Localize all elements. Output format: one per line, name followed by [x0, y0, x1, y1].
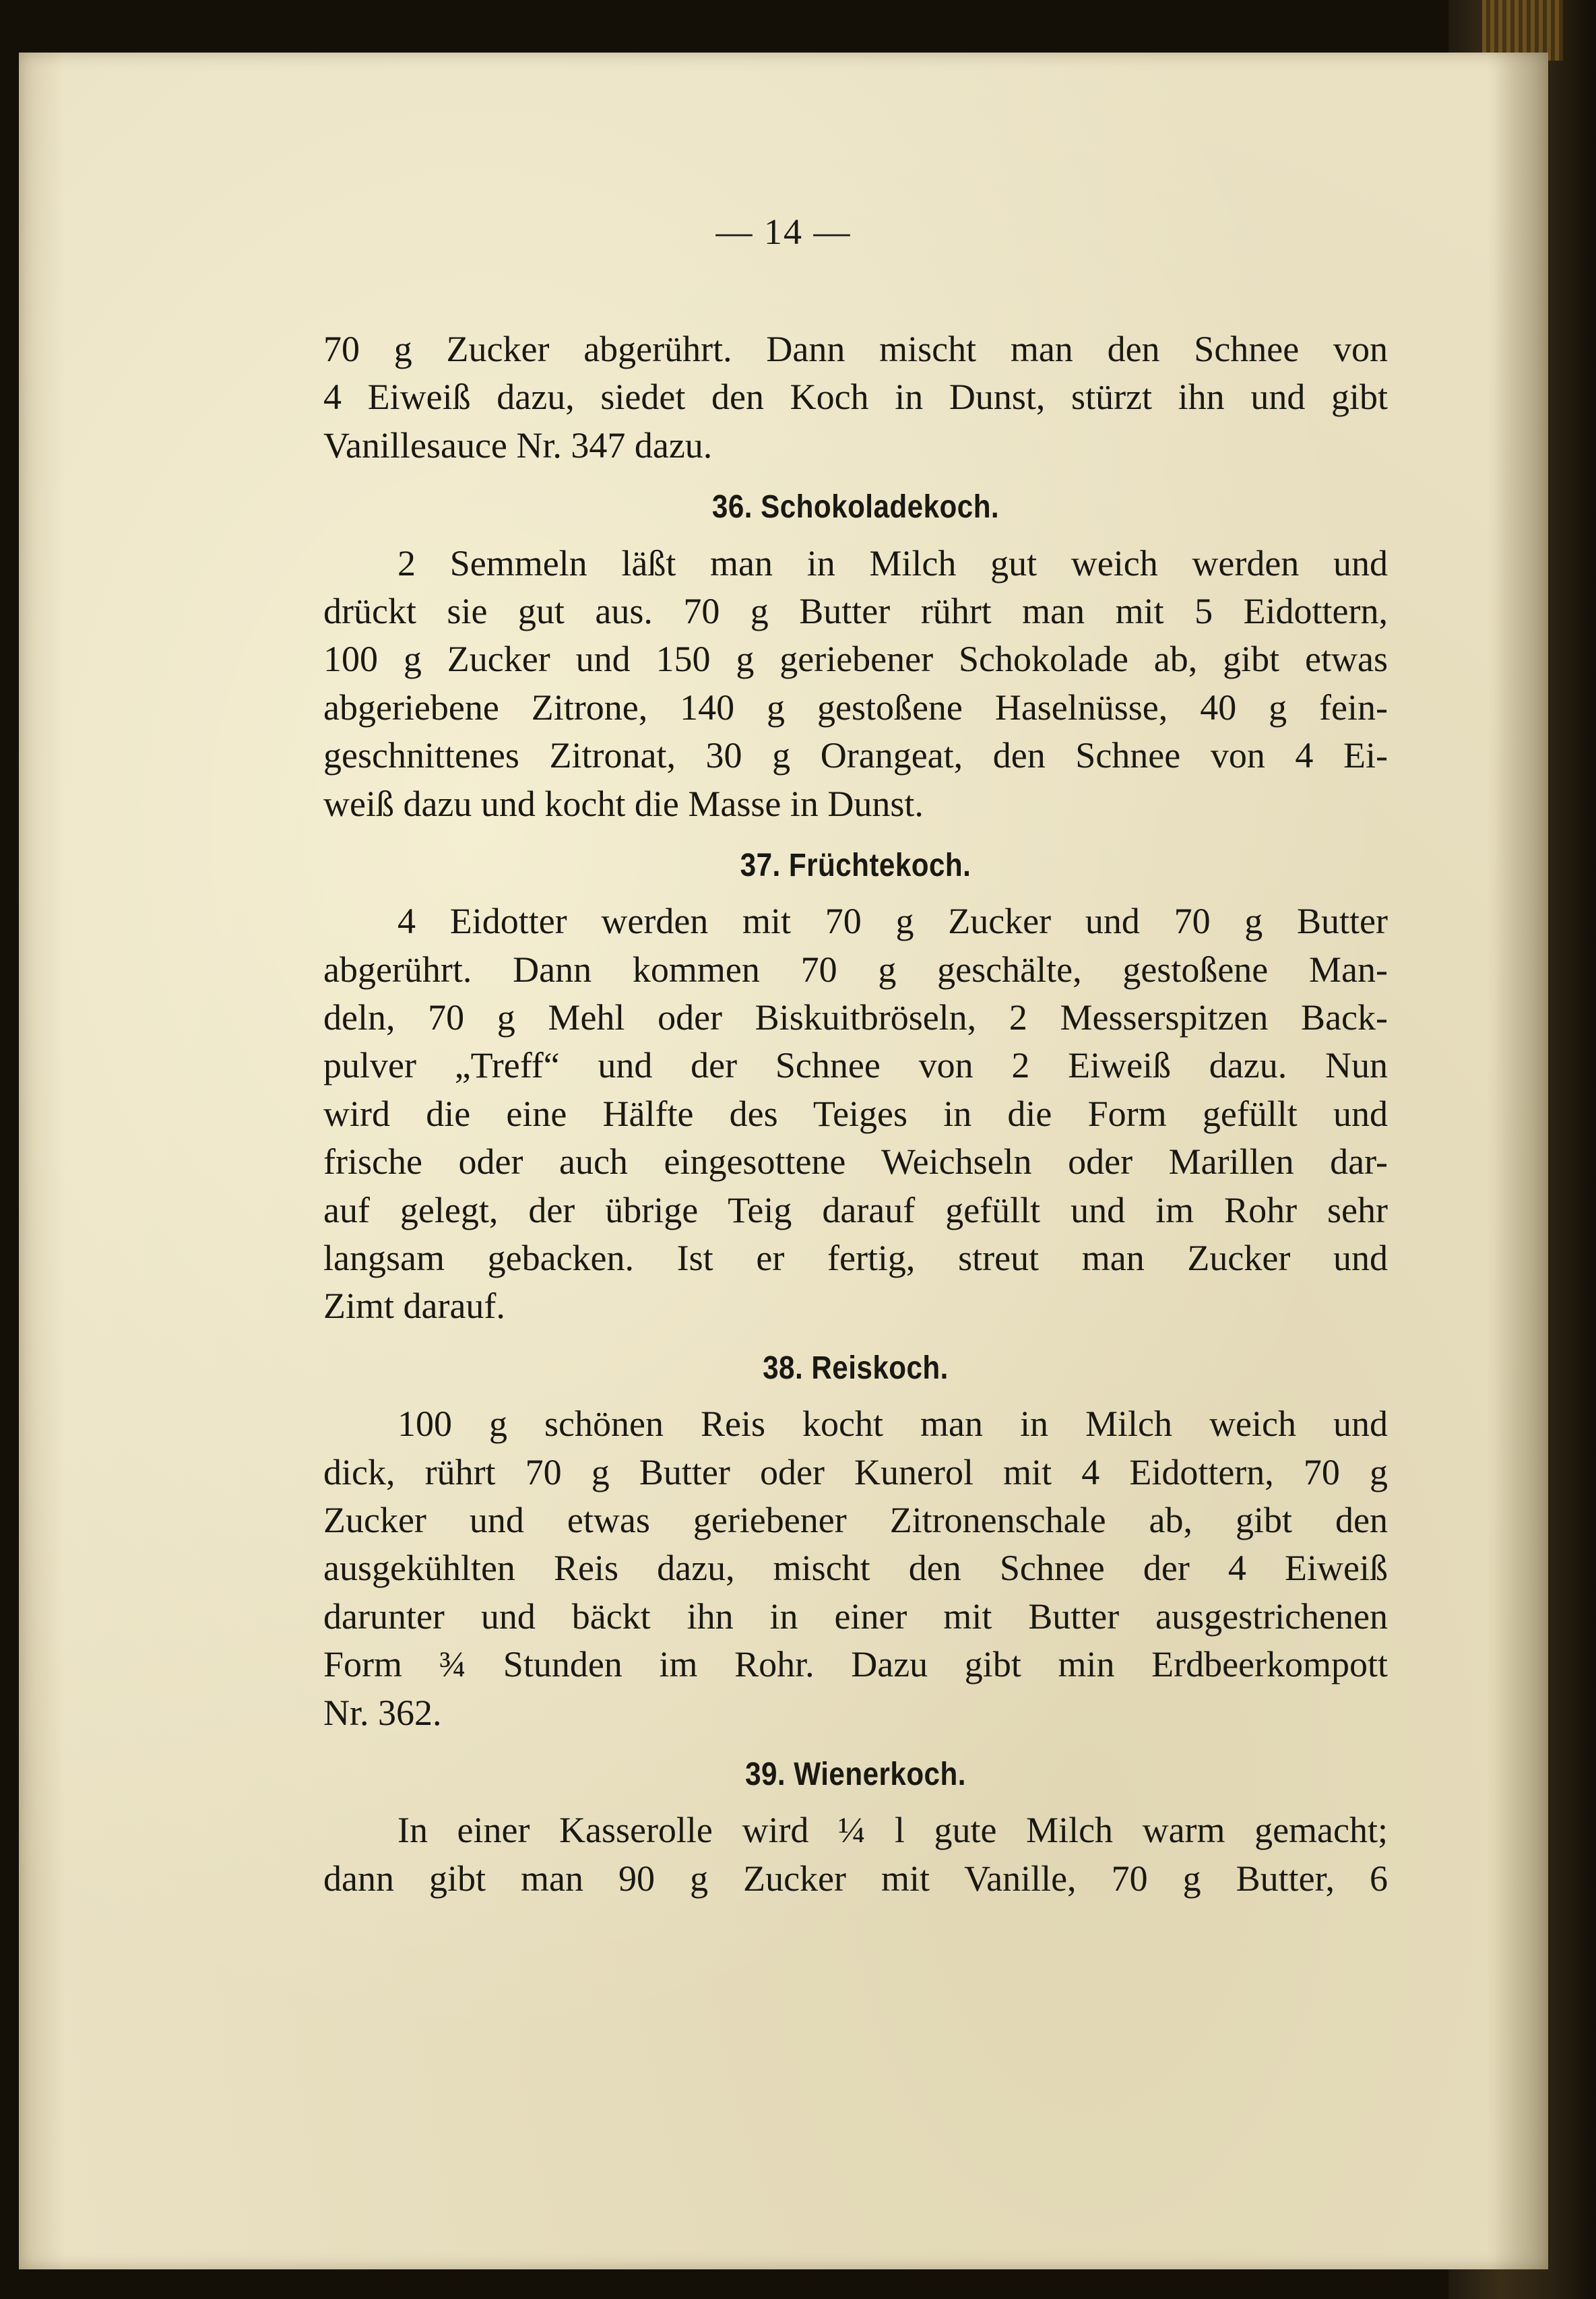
text-line: 100 g Zucker und 150 g geriebener Schokolade ab, gibt etwas — [323, 639, 1388, 680]
text-line: 70 g Zucker abgerührt. Dann mischt man den Schnee von — [323, 329, 1388, 369]
recipe-heading: 37. Früchtekoch. — [740, 847, 971, 883]
text-line: Zimt darauf. — [323, 1286, 505, 1327]
text-line: In einer Kasserolle wird ¼ l gute Milch warm gemacht; — [397, 1810, 1388, 1851]
text-line: Zucker und etwas geriebener Zitronenschale ab, gibt den — [323, 1499, 1388, 1540]
text-line: 100 g schönen Reis kocht man in Milch weich und — [397, 1404, 1388, 1445]
recipe-heading: 39. Wienerkoch. — [745, 1756, 966, 1792]
text-line: drückt sie gut aus. 70 g Butter rührt man mit 5 Eidottern, — [323, 590, 1388, 631]
text-line: dick, rührt 70 g Butter oder Kunerol mit 4 Eidottern, 70 g — [323, 1451, 1388, 1492]
text-line: abgerührt. Dann kommen 70 g geschälte, gestoßene Man- — [323, 949, 1388, 990]
text-line: wird die eine Hälfte des Teiges in die Form gefüllt und — [323, 1093, 1388, 1134]
text-line: 2 Semmeln läßt man in Milch gut weich werden und — [397, 542, 1388, 584]
page-gutter-shadow — [1494, 53, 1548, 2269]
text-line: geschnittenes Zitronat, 30 g Orangeat, den Schnee von 4 Ei- — [323, 735, 1388, 776]
text-line: darunter und bäckt ihn in einer mit Butter ausgestrichenen — [323, 1596, 1388, 1637]
text-line: auf gelegt, der übrige Teig darauf gefüllt und im Rohr sehr — [323, 1189, 1388, 1230]
text-line: langsam gebacken. Ist er fertig, streut man Zucker und — [323, 1238, 1388, 1279]
book-page — [19, 53, 1548, 2269]
text-line: Vanillesauce Nr. 347 dazu. — [323, 424, 713, 466]
text-line: frische oder auch eingesottene Weichseln oder Marillen dar- — [323, 1141, 1388, 1183]
text-line: Nr. 362. — [323, 1692, 442, 1733]
text-line: pulver „Treff“ und der Schnee von 2 Eiweiß dazu. Nun — [323, 1045, 1388, 1086]
text-line: 4 Eiweiß dazu, siedet den Koch in Dunst, stürzt ihn und gibt — [323, 377, 1388, 418]
text-line: deln, 70 g Mehl oder Biskuitbröseln, 2 Messerspitzen Back- — [323, 997, 1388, 1038]
text-line: abgeriebene Zitrone, 140 g gestoßene Haselnüsse, 40 g fein- — [323, 687, 1388, 728]
text-line: 4 Eidotter werden mit 70 g Zucker und 70 g Butter — [397, 901, 1388, 942]
text-line: ausgekühlten Reis dazu, mischt den Schnee der 4 Eiweiß — [323, 1548, 1388, 1589]
text-line: Form ¾ Stunden im Rohr. Dazu gibt min Erdbeerkompott — [323, 1644, 1388, 1685]
recipe-heading: 36. Schokoladekoch. — [711, 489, 1000, 526]
page-number: — 14 — — [715, 212, 852, 252]
text-line: dann gibt man 90 g Zucker mit Vanille, 70 g Butter, 6 — [323, 1858, 1388, 1899]
page-text — [323, 325, 1388, 1903]
text-line: weiß dazu und kocht die Masse in Dunst. — [323, 783, 924, 824]
recipe-heading: 38. Reiskoch. — [763, 1350, 949, 1386]
